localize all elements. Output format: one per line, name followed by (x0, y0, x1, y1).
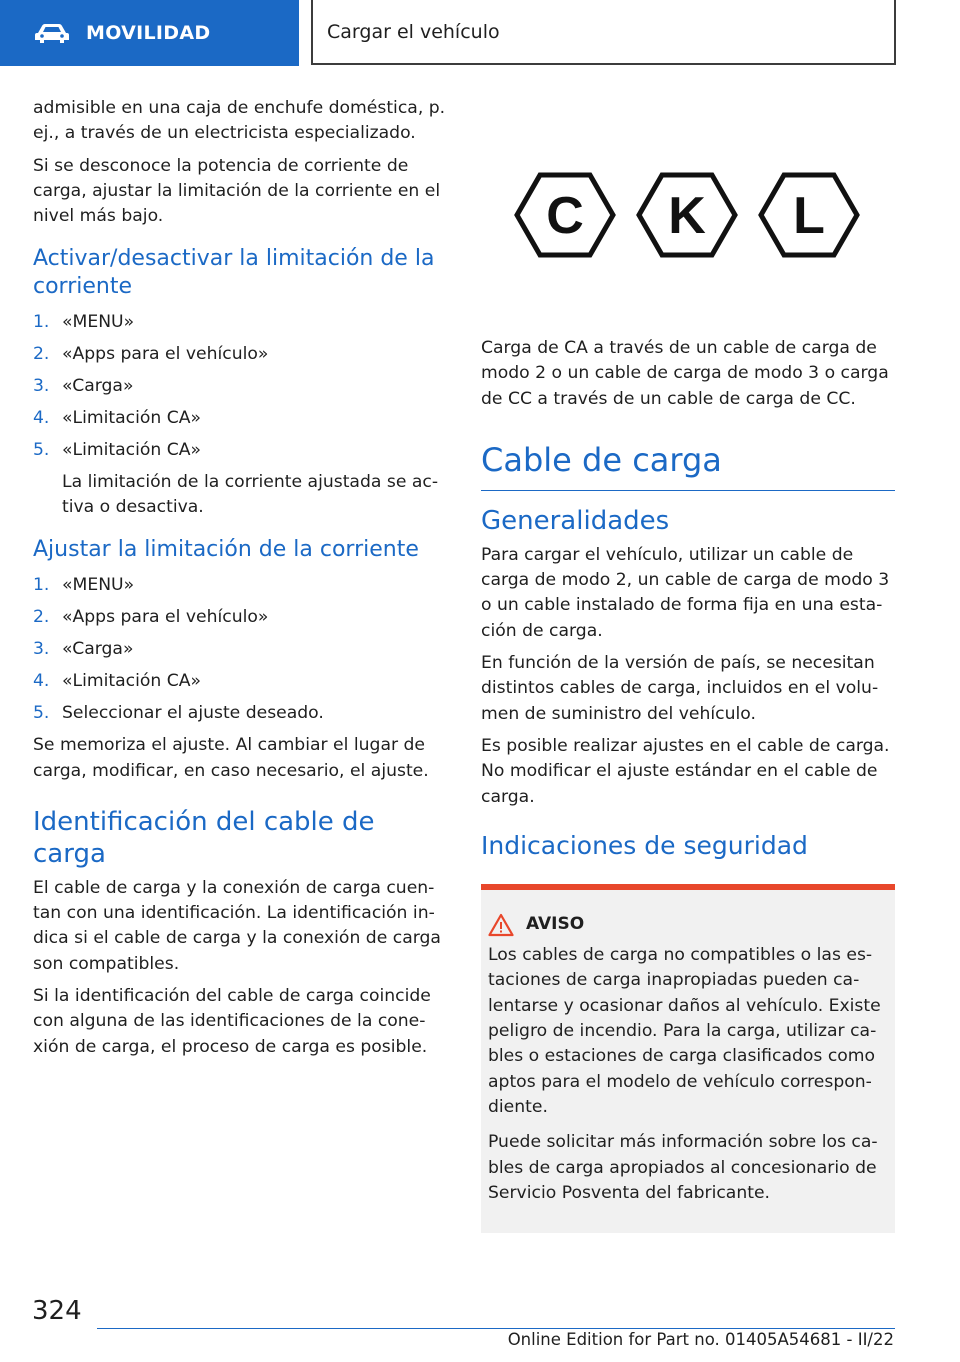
connector-letter: K (668, 187, 706, 245)
ident-heading: Identificación del cable de carga (33, 806, 375, 869)
adjust-steps (33, 573, 447, 726)
warning-label: AVISO (526, 913, 585, 934)
step-text: «Apps para el vehículo» (62, 344, 269, 365)
step-number: 2. (33, 607, 50, 628)
symbols-caption: Carga de CA a través de un cable de carga de modo 2 o un cable de carga de modo 3 o carga de CC a través de un cable de carga de CC. (481, 338, 889, 409)
toggle-heading: Activar/desactivar la limitación de la corriente (33, 246, 435, 300)
adjust-note: Se memoriza el ajuste. Al cambiar el lugar de carga, modificar, en caso necesario, el ajuste. (33, 735, 429, 781)
list-item (33, 669, 447, 694)
car-icon (34, 22, 70, 44)
warning-triangle-icon (488, 913, 514, 937)
step-text: «Apps para el vehículo» (62, 607, 269, 628)
step-number: 5. (33, 440, 50, 461)
step-number: 2. (33, 344, 50, 365)
step-text: «Carga» (62, 376, 134, 397)
step-text: Seleccionar el ajuste deseado. (62, 703, 324, 724)
list-item (33, 605, 447, 630)
list-item (33, 310, 447, 335)
left-column (33, 96, 447, 1067)
list-item (33, 438, 447, 520)
connector-symbol-k (636, 170, 738, 260)
step-result: La limitación de la corriente ajustada se activa o desactiva. (62, 471, 439, 518)
chapter-heading: Cable de carga (481, 440, 895, 491)
warning-paragraph: Los cables de carga no compatibles o las estaciones de carga inapropiadas pueden calentarse y ocasionar daños al vehículo. Existe peligro de incendio. Para la carga, utilizar cables o estaciones de carga clasificados como aptos para el modelo de vehículo correspondiente. (488, 945, 881, 1117)
step-number: 1. (33, 575, 50, 596)
list-item (33, 701, 447, 726)
step-text: «Carga» (62, 639, 134, 660)
ident-paragraph: Si la identificación del cable de carga coincide con alguna de las identificaciones de la conexión de carga, el proceso de carga es posible. (33, 986, 431, 1057)
right-column (481, 96, 895, 1233)
step-number: 3. (33, 639, 50, 660)
chapter-title: Cargar el vehículo (327, 20, 500, 43)
ident-paragraph: El cable de carga y la conexión de carga cuentan con una identificación. La identificación indica si el cable de carga y la conexión de carga son compatibles. (33, 877, 441, 974)
general-paragraph: Es posible realizar ajustes en el cable de carga. No modificar el ajuste estándar en el cable de carga. (481, 735, 890, 807)
step-number: 5. (33, 703, 50, 724)
toggle-steps (33, 310, 447, 520)
intro-paragraph: admisible en una caja de enchufe doméstica, p. ej., a través de un electricista especializado. (33, 98, 446, 144)
list-item (33, 406, 447, 431)
step-number: 3. (33, 376, 50, 397)
general-heading: Generalidades (481, 505, 670, 536)
step-text: «MENU» (62, 575, 135, 596)
connector-symbols (481, 96, 895, 256)
list-item (33, 573, 447, 598)
step-text: «MENU» (62, 312, 135, 333)
connector-letter: L (793, 187, 825, 245)
chapter-tab (311, 0, 896, 65)
connector-symbol-l (758, 170, 860, 260)
general-paragraph: En función de la versión de país, se necesitan distintos cables de carga, incluidos en el volumen de suministro del vehículo. (481, 653, 879, 724)
connector-letter: C (546, 187, 584, 245)
connector-symbol-c (514, 170, 616, 260)
list-item (33, 637, 447, 662)
adjust-heading: Ajustar la limitación de la corriente (33, 537, 419, 563)
step-number: 4. (33, 671, 50, 692)
step-number: 4. (33, 408, 50, 429)
list-item (33, 342, 447, 367)
intro-paragraph: Si se desconoce la potencia de corriente de carga, ajustar la limitación de la corriente en el nivel más bajo. (33, 155, 441, 227)
section-title: MOVILIDAD (86, 22, 211, 44)
general-paragraph: Para cargar el vehículo, utilizar un cable de carga de modo 2, un cable de carga de modo 3 o un cable instalado de forma fija en una estación de carga. (481, 544, 890, 641)
footer-divider (97, 1328, 895, 1329)
warning-paragraph: Puede solicitar más información sobre los cables de carga apropiados al concesionario de Servicio Posventa del fabricante. (488, 1132, 878, 1203)
safety-heading: Indicaciones de seguridad (481, 830, 808, 860)
list-item (33, 374, 447, 399)
step-text: «Limitación CA» (62, 440, 202, 461)
footer-edition: Online Edition for Part no. 01405A54681 - II/22 (507, 1330, 894, 1349)
section-tab (0, 0, 299, 66)
step-number: 1. (33, 312, 50, 333)
page-number: 324 (32, 1296, 82, 1326)
step-text: «Limitación CA» (62, 671, 202, 692)
step-text: «Limitación CA» (62, 408, 202, 429)
warning-box (481, 884, 895, 1233)
